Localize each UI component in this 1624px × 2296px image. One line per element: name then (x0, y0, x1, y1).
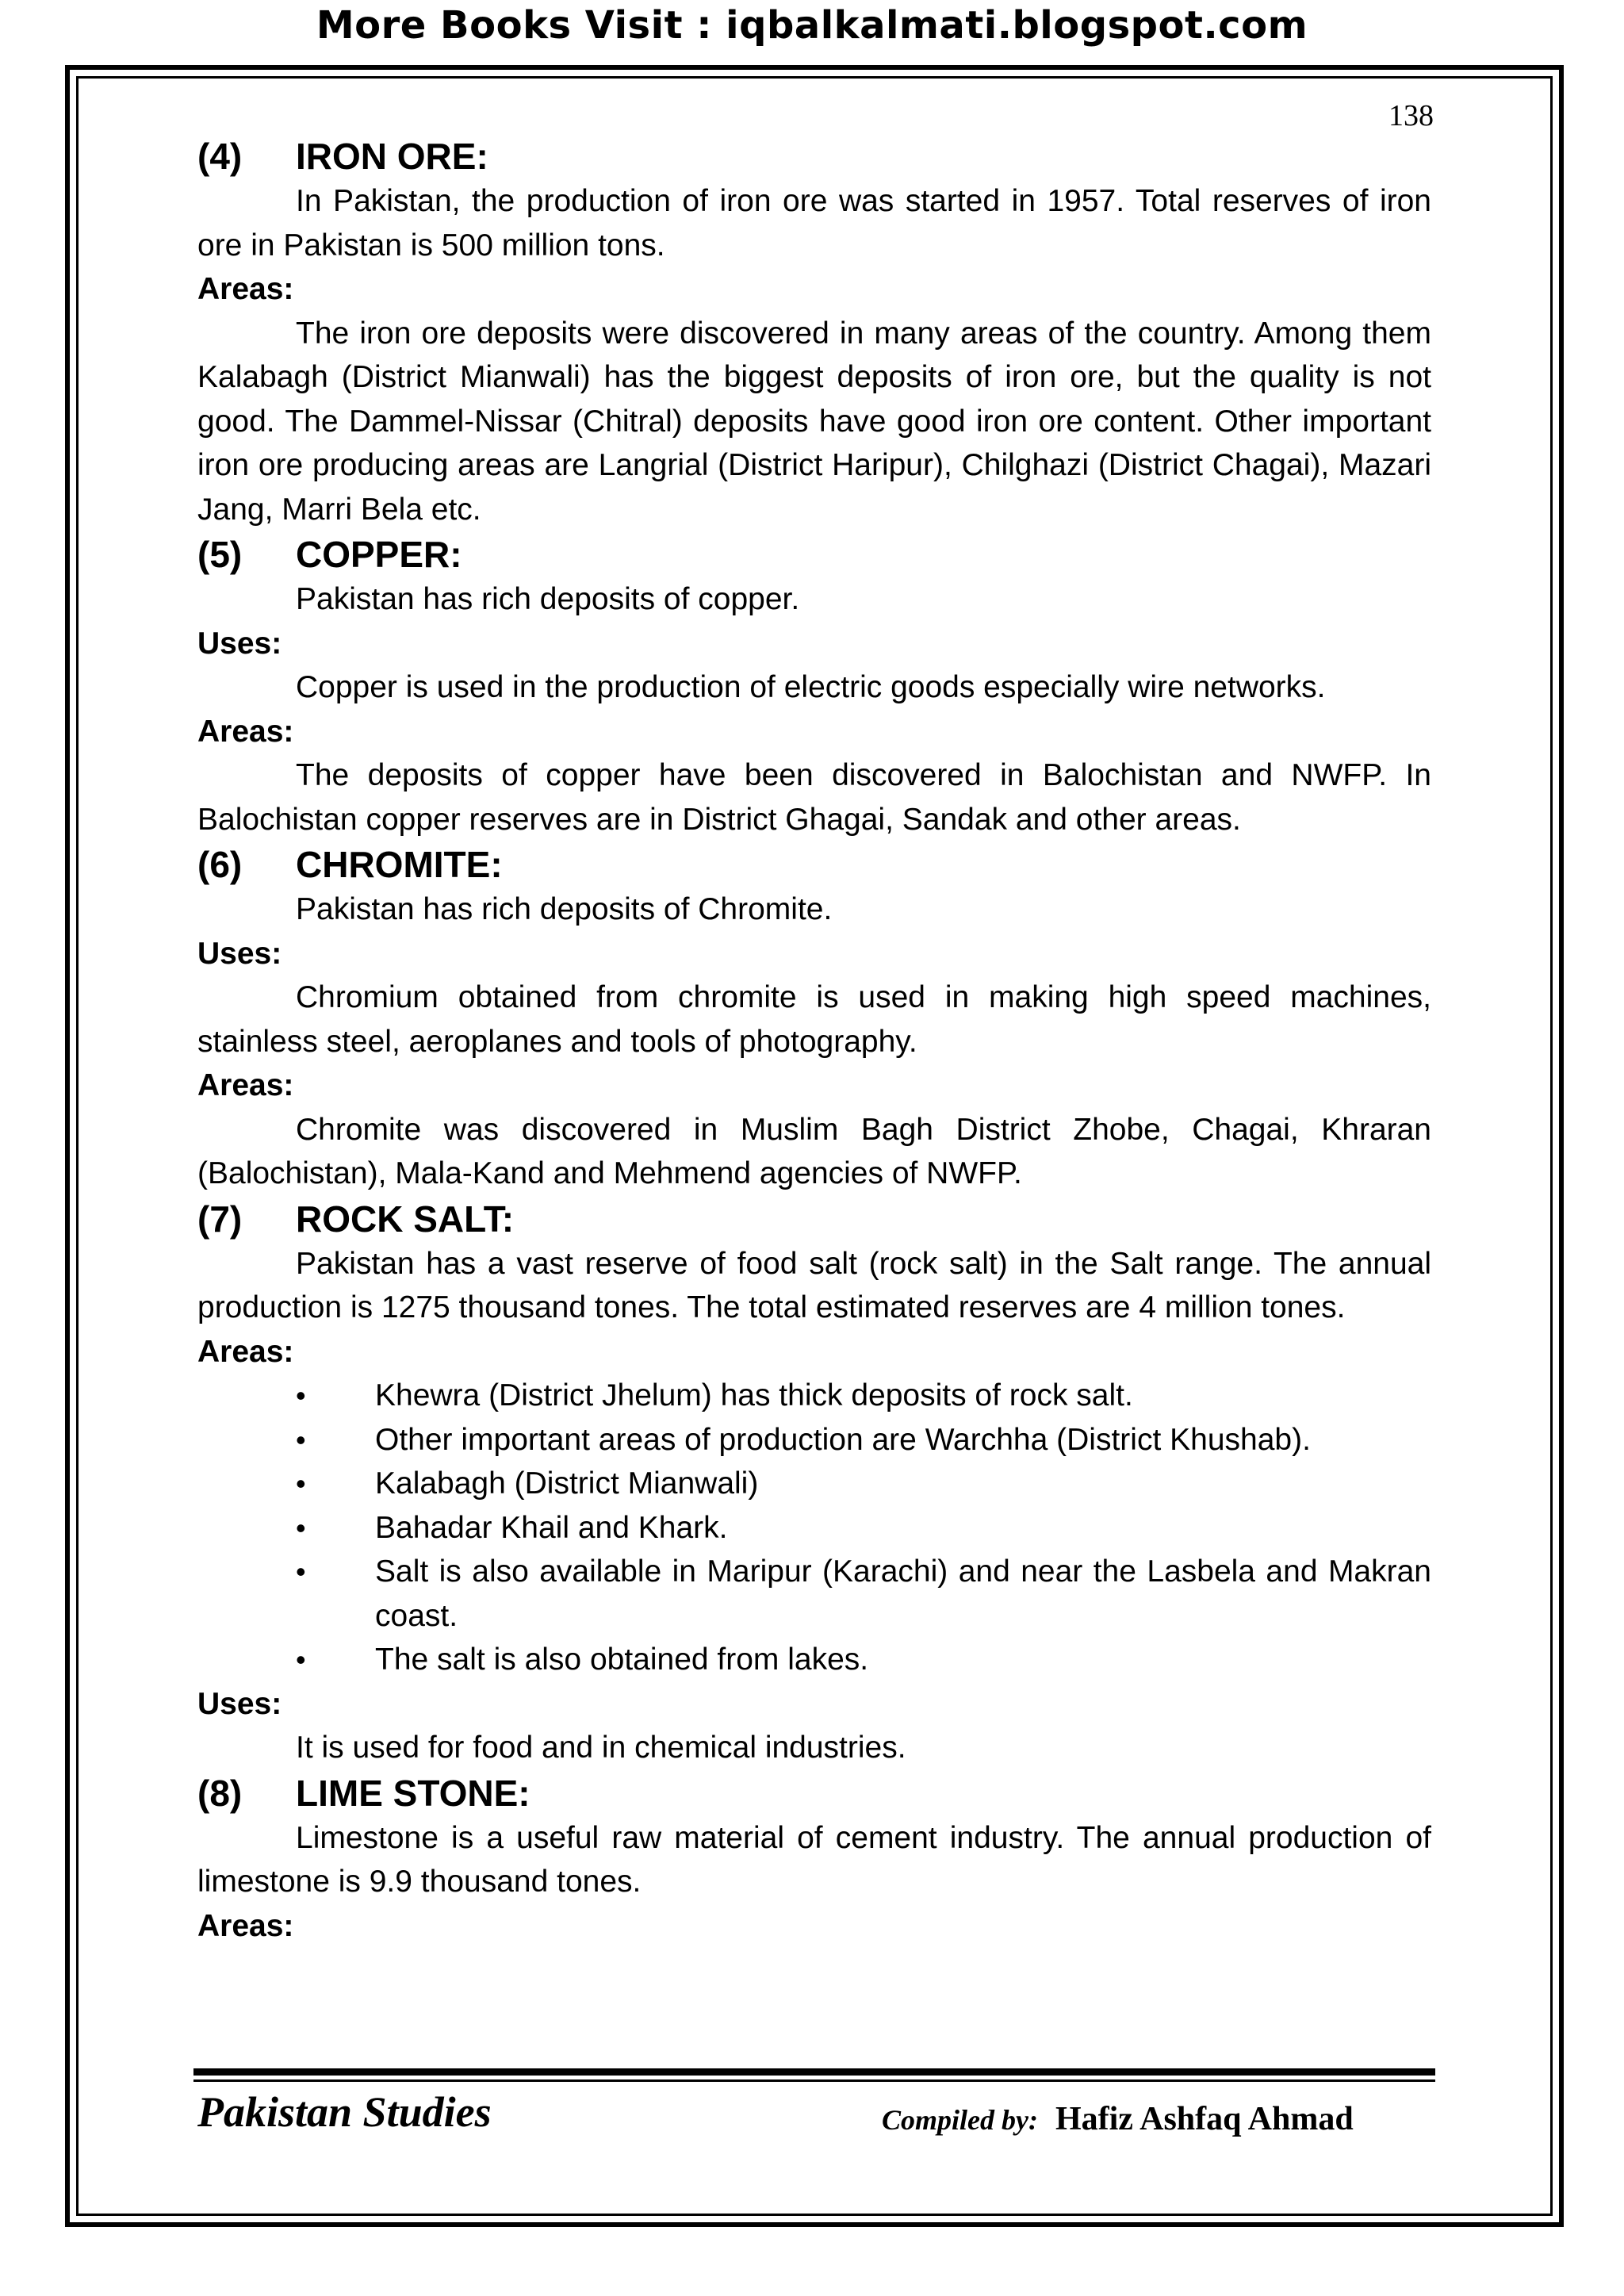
section-title: IRON ORE: (296, 136, 488, 177)
section-heading-copper (197, 531, 1431, 577)
footer-book-title: Pakistan Studies (197, 2088, 492, 2136)
lime-stone-areas-label: Areas: (197, 1908, 294, 1943)
section-number: (7) (197, 1198, 243, 1240)
list-item: • Kalabagh (District Mianwali) (197, 1462, 1431, 1506)
page-number: 138 (1388, 99, 1434, 132)
section-number: (4) (197, 136, 243, 177)
section-title: ROCK SALT: (296, 1198, 515, 1240)
copper-intro: Pakistan has rich deposits of copper. (296, 582, 800, 616)
section-heading-chromite (197, 841, 1431, 887)
compiler-name: Hafiz Ashfaq Ahmad (1055, 2101, 1354, 2137)
section-number: (5) (197, 534, 243, 575)
iron-ore-areas-label: Areas: (197, 272, 294, 306)
section-heading-iron-ore (197, 133, 1431, 179)
rock-salt-areas-list (197, 1374, 1431, 1682)
copper-areas-text: The deposits of copper have been discovered in Balochistan and NWFP. In Balochistan copper reserves are in District Ghagai, Sandak and other areas. (197, 758, 1431, 837)
list-item: • The salt is also obtained from lakes. (197, 1638, 1431, 1682)
lime-stone-intro: Limestone is a useful raw material of cement industry. The annual production of limestone is 9.9 thousand tones. (197, 1820, 1431, 1899)
copper-uses-text: Copper is used in the production of electric goods especially wire networks. (296, 670, 1326, 704)
section-title: CHROMITE: (296, 844, 503, 885)
footer-divider-thick (193, 2068, 1435, 2076)
footer-divider-thin (193, 2079, 1435, 2082)
chromite-uses-text: Chromium obtained from chromite is used in making high speed machines, stainless steel, aeroplanes and tools of photography. (197, 980, 1431, 1059)
rock-salt-areas-label: Areas: (197, 1334, 294, 1369)
list-item: • Salt is also available in Maripur (Karachi) and near the Lasbela and Makran coast. (197, 1550, 1431, 1638)
iron-ore-areas-text: The iron ore deposits were discovered in many areas of the country. Among them Kalabagh (District Mianwali) has the biggest deposits of iron ore, but the quality is not good. The Dammel-Nissar (Chitral) deposits have good iron ore content. Other important iron ore producing areas are Langrial (District Haripur), Chilghazi (District Chagai), Mazari Jang, Marri Bela etc. (197, 316, 1431, 527)
rock-salt-intro: Pakistan has a vast reserve of food salt (rock salt) in the Salt range. The annual production is 1275 thousand tones. The total estimated reserves are 4 million tones. (197, 1246, 1431, 1324)
section-title: LIME STONE: (296, 1772, 530, 1814)
section-heading-lime-stone (197, 1770, 1431, 1816)
section-heading-rock-salt (197, 1196, 1431, 1242)
section-number: (6) (197, 844, 243, 885)
copper-areas-label: Areas: (197, 714, 294, 749)
rock-salt-uses-label: Uses: (197, 1686, 282, 1721)
section-title: COPPER: (296, 534, 462, 575)
list-item: • Khewra (District Jhelum) has thick deposits of rock salt. (197, 1374, 1431, 1418)
chromite-uses-label: Uses: (197, 936, 282, 971)
iron-ore-intro: In Pakistan, the production of iron ore was started in 1957. Total reserves of iron ore in Pakistan is 500 million tons. (197, 184, 1431, 263)
list-item: • Other important areas of production are Warchha (District Khushab). (197, 1418, 1431, 1462)
footer-credit (882, 2100, 1354, 2138)
copper-uses-label: Uses: (197, 626, 282, 661)
chromite-intro: Pakistan has rich deposits of Chromite. (296, 892, 833, 926)
compiled-by-label: Compiled by: (882, 2104, 1038, 2136)
chromite-areas-text: Chromite was discovered in Muslim Bagh District Zhobe, Chagai, Khraran (Balochistan), Mala-Kand and Mehmend agencies of NWFP. (197, 1112, 1431, 1190)
chromite-areas-label: Areas: (197, 1068, 294, 1102)
section-number: (8) (197, 1772, 243, 1814)
page-body (197, 133, 1431, 1948)
website-banner: More Books Visit : iqbalkalmati.blogspot.com (316, 3, 1308, 48)
list-item: • Bahadar Khail and Khark. (197, 1506, 1431, 1550)
rock-salt-uses-text: It is used for food and in chemical industries. (296, 1731, 906, 1765)
